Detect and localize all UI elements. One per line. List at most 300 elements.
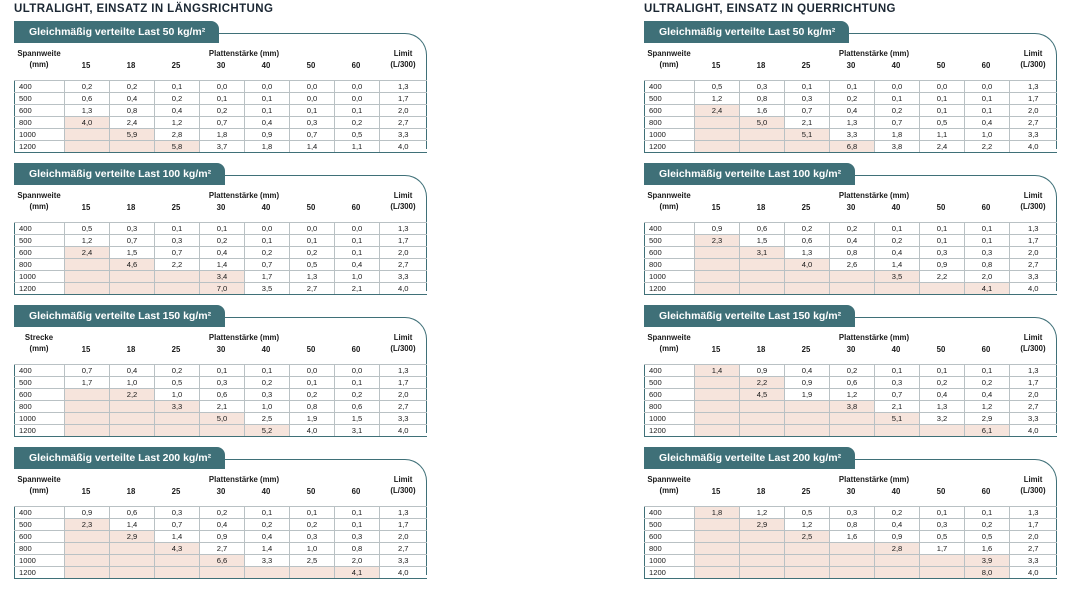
deflection-cell: 6,6 (200, 555, 245, 567)
span-cell: 600 (645, 531, 695, 543)
deflection-cell: 0,1 (335, 507, 380, 519)
table-row (645, 425, 1057, 437)
table-row (645, 93, 1057, 105)
deflection-cell: 1,7 (920, 543, 965, 555)
deflection-cell (695, 247, 740, 259)
deflection-cell: 0,4 (830, 105, 875, 117)
table-row (645, 507, 1057, 519)
deflection-cell: 5,1 (875, 413, 920, 425)
span-cell: 1200 (645, 567, 695, 579)
deflection-cell: 3,4 (200, 271, 245, 283)
table-row (15, 93, 427, 105)
deflection-cell: 0,9 (245, 129, 290, 141)
deflection-cell: 0,1 (335, 377, 380, 389)
limit-unit-label: (L/300) (390, 60, 416, 69)
panel-heading: Gleichmäßig verteilte Last 100 kg/m² (14, 163, 225, 185)
section-title: ULTRALIGHT, EINSATZ IN LÄNGSRICHTUNG (14, 3, 274, 15)
deflection-cell (245, 567, 290, 579)
span-cell: 1200 (645, 283, 695, 295)
deflection-cell: 1,3 (65, 105, 110, 117)
deflection-cell (695, 413, 740, 425)
limit-cell: 4,0 (380, 141, 427, 153)
span-unit-label: (mm) (659, 344, 679, 353)
thickness-header: 40 (891, 61, 901, 70)
deflection-cell: 0,2 (110, 81, 155, 93)
deflection-cell (65, 141, 110, 153)
thickness-header: 18 (756, 203, 766, 212)
table-row (15, 117, 427, 129)
deflection-cell: 0,7 (875, 389, 920, 401)
deflection-cell: 0,3 (290, 531, 335, 543)
span-cell: 500 (15, 93, 65, 105)
table-row (15, 259, 427, 271)
thickness-header: 15 (711, 345, 721, 354)
thickness-header: 18 (756, 61, 766, 70)
deflection-cell: 0,0 (245, 223, 290, 235)
table-row (15, 555, 427, 567)
deflection-cell: 2,4 (920, 141, 965, 153)
thickness-header: 18 (126, 345, 136, 354)
deflection-cell: 0,9 (200, 531, 245, 543)
deflection-cell: 1,2 (785, 519, 830, 531)
thickness-header: 18 (126, 487, 136, 496)
limit-label: Limit (1023, 191, 1043, 200)
deflection-cell: 2,5 (290, 555, 335, 567)
deflection-cell (200, 425, 245, 437)
limit-cell: 4,0 (380, 567, 427, 579)
deflection-cell: 1,4 (245, 543, 290, 555)
thickness-header: 15 (711, 487, 721, 496)
deflection-table (14, 222, 427, 295)
deflection-cell: 0,4 (245, 531, 290, 543)
deflection-cell: 0,5 (335, 129, 380, 141)
limit-cell: 2,7 (1010, 259, 1057, 271)
load-table-panel (14, 21, 426, 149)
span-cell: 600 (645, 247, 695, 259)
limit-cell: 1,3 (1010, 365, 1057, 377)
deflection-cell (65, 567, 110, 579)
deflection-cell: 0,0 (200, 81, 245, 93)
deflection-cell (785, 283, 830, 295)
limit-cell: 4,0 (1010, 141, 1057, 153)
deflection-cell (65, 555, 110, 567)
table-row (645, 81, 1057, 93)
limit-cell: 3,3 (1010, 129, 1057, 141)
panel-heading: Gleichmäßig verteilte Last 150 kg/m² (14, 305, 225, 327)
limit-label: Limit (393, 49, 413, 58)
span-cell: 400 (15, 81, 65, 93)
thickness-header: 18 (126, 203, 136, 212)
deflection-cell: 0,4 (335, 259, 380, 271)
limit-cell: 1,3 (1010, 507, 1057, 519)
deflection-cell: 0,2 (245, 377, 290, 389)
deflection-cell: 0,1 (920, 365, 965, 377)
deflection-cell: 1,8 (875, 129, 920, 141)
deflection-table (644, 80, 1057, 153)
limit-unit-label: (L/300) (390, 344, 416, 353)
deflection-cell (920, 425, 965, 437)
deflection-cell (740, 555, 785, 567)
deflection-cell: 0,3 (155, 235, 200, 247)
thickness-label: Plattenstärke (mm) (838, 49, 910, 58)
deflection-cell: 2,1 (200, 401, 245, 413)
deflection-cell: 0,2 (200, 235, 245, 247)
deflection-cell: 0,7 (65, 365, 110, 377)
deflection-cell (740, 401, 785, 413)
deflection-cell: 0,2 (830, 223, 875, 235)
deflection-cell: 0,8 (110, 105, 155, 117)
table-row (15, 129, 427, 141)
deflection-cell: 0,1 (965, 223, 1010, 235)
thickness-header: 25 (171, 487, 181, 496)
deflection-cell: 2,7 (200, 543, 245, 555)
deflection-cell: 5,1 (785, 129, 830, 141)
deflection-cell (875, 567, 920, 579)
deflection-cell: 1,1 (335, 141, 380, 153)
deflection-cell (110, 555, 155, 567)
thickness-header: 15 (711, 61, 721, 70)
load-table-panel (644, 447, 1056, 575)
deflection-cell (695, 543, 740, 555)
limit-cell: 3,3 (1010, 555, 1057, 567)
thickness-header: 30 (846, 487, 856, 496)
deflection-cell: 2,4 (65, 247, 110, 259)
deflection-cell: 0,1 (290, 507, 335, 519)
thickness-header: 30 (846, 203, 856, 212)
deflection-cell (920, 555, 965, 567)
deflection-cell: 1,6 (740, 105, 785, 117)
table-header (14, 329, 426, 365)
thickness-header: 60 (351, 203, 361, 212)
span-cell: 1000 (645, 413, 695, 425)
deflection-table (14, 80, 427, 153)
thickness-header: 60 (981, 61, 991, 70)
deflection-cell: 0,1 (290, 235, 335, 247)
limit-label: Limit (393, 191, 413, 200)
limit-cell: 2,7 (380, 543, 427, 555)
table-row (15, 235, 427, 247)
deflection-cell (740, 413, 785, 425)
span-cell: 400 (645, 507, 695, 519)
deflection-cell: 0,2 (245, 519, 290, 531)
thickness-label: Plattenstärke (mm) (838, 333, 910, 342)
deflection-cell: 2,3 (695, 235, 740, 247)
deflection-cell: 4,6 (110, 259, 155, 271)
deflection-cell: 0,0 (290, 81, 335, 93)
span-label: Spannweite (17, 49, 61, 58)
limit-cell: 4,0 (1010, 567, 1057, 579)
table-row (645, 555, 1057, 567)
deflection-cell: 1,8 (245, 141, 290, 153)
deflection-cell: 0,0 (335, 93, 380, 105)
deflection-cell: 7,0 (200, 283, 245, 295)
deflection-cell: 0,2 (920, 377, 965, 389)
deflection-cell: 0,7 (155, 247, 200, 259)
table-row (15, 283, 427, 295)
thickness-header: 50 (936, 345, 946, 354)
deflection-table (644, 506, 1057, 579)
span-cell: 600 (15, 105, 65, 117)
deflection-cell: 1,8 (200, 129, 245, 141)
thickness-label: Plattenstärke (mm) (208, 49, 280, 58)
thickness-header: 60 (981, 487, 991, 496)
limit-cell: 2,7 (1010, 117, 1057, 129)
deflection-cell: 2,3 (65, 519, 110, 531)
thickness-header: 15 (81, 487, 91, 496)
deflection-cell (65, 401, 110, 413)
deflection-cell: 0,8 (965, 259, 1010, 271)
span-cell: 600 (15, 247, 65, 259)
deflection-cell (695, 555, 740, 567)
deflection-cell: 0,5 (155, 377, 200, 389)
thickness-header: 40 (261, 487, 271, 496)
deflection-cell: 0,7 (155, 519, 200, 531)
deflection-cell: 0,1 (920, 223, 965, 235)
deflection-cell: 0,5 (965, 531, 1010, 543)
column-querrichtung (644, 0, 1056, 589)
deflection-cell: 0,2 (335, 117, 380, 129)
limit-cell: 3,3 (1010, 413, 1057, 425)
table-row (645, 543, 1057, 555)
limit-cell: 2,7 (1010, 543, 1057, 555)
deflection-cell (695, 425, 740, 437)
deflection-cell (155, 425, 200, 437)
deflection-cell (695, 389, 740, 401)
span-cell: 1200 (15, 283, 65, 295)
deflection-cell: 0,1 (290, 377, 335, 389)
deflection-cell: 4,1 (335, 567, 380, 579)
deflection-cell: 1,8 (695, 507, 740, 519)
thickness-header: 18 (756, 487, 766, 496)
span-label: Spannweite (647, 49, 691, 58)
table-row (15, 271, 427, 283)
deflection-cell: 0,5 (65, 223, 110, 235)
thickness-header: 25 (171, 203, 181, 212)
deflection-cell: 1,5 (110, 247, 155, 259)
table-row (645, 117, 1057, 129)
thickness-label: Plattenstärke (mm) (838, 191, 910, 200)
deflection-cell (110, 271, 155, 283)
deflection-cell: 2,9 (110, 531, 155, 543)
thickness-header: 50 (936, 203, 946, 212)
deflection-cell (740, 271, 785, 283)
deflection-cell: 3,1 (335, 425, 380, 437)
deflection-cell: 0,0 (335, 223, 380, 235)
deflection-cell: 3,5 (875, 271, 920, 283)
deflection-cell (740, 543, 785, 555)
deflection-cell: 0,3 (290, 117, 335, 129)
deflection-cell (155, 413, 200, 425)
deflection-cell: 0,9 (920, 259, 965, 271)
table-row (15, 81, 427, 93)
deflection-cell: 1,7 (245, 271, 290, 283)
deflection-cell: 2,8 (155, 129, 200, 141)
span-cell: 1000 (15, 129, 65, 141)
deflection-cell: 0,1 (875, 223, 920, 235)
deflection-cell (695, 519, 740, 531)
span-cell: 1200 (645, 425, 695, 437)
limit-cell: 1,7 (1010, 519, 1057, 531)
deflection-cell: 0,1 (245, 507, 290, 519)
deflection-cell: 0,3 (785, 93, 830, 105)
deflection-cell (740, 129, 785, 141)
load-table-panel (14, 163, 426, 291)
deflection-cell: 0,1 (245, 105, 290, 117)
panel-heading: Gleichmäßig verteilte Last 100 kg/m² (644, 163, 855, 185)
deflection-cell: 0,1 (920, 105, 965, 117)
deflection-cell (695, 567, 740, 579)
deflection-cell: 6,8 (830, 141, 875, 153)
deflection-cell: 1,5 (335, 413, 380, 425)
thickness-header: 40 (261, 61, 271, 70)
table-row (15, 141, 427, 153)
span-label: Spannweite (17, 191, 61, 200)
deflection-cell: 0,2 (155, 93, 200, 105)
deflection-cell (920, 283, 965, 295)
limit-cell: 2,7 (380, 401, 427, 413)
deflection-cell: 0,7 (875, 117, 920, 129)
deflection-cell: 0,4 (155, 105, 200, 117)
deflection-cell: 0,3 (875, 377, 920, 389)
deflection-cell: 0,4 (830, 235, 875, 247)
deflection-cell: 0,4 (875, 519, 920, 531)
span-cell: 500 (15, 519, 65, 531)
limit-unit-label: (L/300) (390, 486, 416, 495)
deflection-cell: 0,3 (335, 531, 380, 543)
span-cell: 500 (15, 377, 65, 389)
table-header (644, 45, 1056, 81)
deflection-cell: 0,9 (740, 365, 785, 377)
deflection-cell: 3,7 (200, 141, 245, 153)
deflection-cell: 1,0 (290, 543, 335, 555)
deflection-cell (110, 283, 155, 295)
deflection-cell: 3,3 (155, 401, 200, 413)
deflection-cell: 0,3 (245, 389, 290, 401)
load-table-panel (14, 305, 426, 433)
column-laengsrichtung (14, 0, 426, 589)
span-cell: 800 (645, 543, 695, 555)
deflection-cell: 0,8 (830, 519, 875, 531)
table-row (15, 413, 427, 425)
limit-label: Limit (1023, 333, 1043, 342)
deflection-cell: 0,8 (335, 543, 380, 555)
deflection-cell: 5,8 (155, 141, 200, 153)
deflection-cell: 0,2 (875, 235, 920, 247)
deflection-cell: 6,1 (965, 425, 1010, 437)
span-cell: 600 (645, 389, 695, 401)
thickness-header: 25 (801, 487, 811, 496)
deflection-cell (830, 271, 875, 283)
limit-cell: 2,0 (1010, 247, 1057, 259)
limit-cell: 2,0 (1010, 389, 1057, 401)
deflection-cell: 8,0 (965, 567, 1010, 579)
deflection-cell: 1,7 (65, 377, 110, 389)
limit-cell: 4,0 (1010, 283, 1057, 295)
thickness-label: Plattenstärke (mm) (208, 333, 280, 342)
deflection-cell: 3,8 (830, 401, 875, 413)
deflection-cell: 0,3 (920, 519, 965, 531)
deflection-cell: 0,2 (65, 81, 110, 93)
span-cell: 600 (15, 531, 65, 543)
deflection-cell: 0,1 (200, 223, 245, 235)
deflection-cell: 0,1 (335, 235, 380, 247)
deflection-cell: 0,6 (335, 401, 380, 413)
deflection-cell: 5,9 (110, 129, 155, 141)
deflection-cell (65, 413, 110, 425)
load-table-panel (14, 447, 426, 575)
thickness-header: 30 (216, 61, 226, 70)
limit-cell: 1,7 (1010, 377, 1057, 389)
deflection-cell (785, 567, 830, 579)
span-cell: 1200 (15, 141, 65, 153)
deflection-cell: 0,4 (110, 365, 155, 377)
limit-cell: 3,3 (380, 271, 427, 283)
deflection-cell: 0,1 (290, 105, 335, 117)
table-row (645, 519, 1057, 531)
span-cell: 500 (645, 93, 695, 105)
table-header (14, 471, 426, 507)
limit-cell: 1,7 (380, 235, 427, 247)
span-cell: 600 (645, 105, 695, 117)
span-cell: 800 (645, 401, 695, 413)
deflection-cell (155, 567, 200, 579)
deflection-cell (740, 531, 785, 543)
deflection-cell: 0,2 (965, 377, 1010, 389)
table-header (644, 329, 1056, 365)
deflection-cell: 0,5 (785, 507, 830, 519)
deflection-cell: 3,2 (920, 413, 965, 425)
deflection-cell: 1,0 (110, 377, 155, 389)
deflection-cell: 0,4 (785, 365, 830, 377)
deflection-cell (695, 377, 740, 389)
limit-cell: 1,3 (1010, 81, 1057, 93)
table-row (645, 283, 1057, 295)
deflection-cell (65, 389, 110, 401)
span-cell: 1000 (645, 271, 695, 283)
deflection-cell: 0,2 (830, 93, 875, 105)
thickness-header: 60 (981, 345, 991, 354)
table-header (14, 45, 426, 81)
span-cell: 1200 (15, 425, 65, 437)
deflection-cell: 0,9 (695, 223, 740, 235)
load-table-panel (644, 305, 1056, 433)
table-row (645, 141, 1057, 153)
deflection-cell: 1,4 (155, 531, 200, 543)
deflection-cell: 0,5 (695, 81, 740, 93)
thickness-header: 15 (711, 203, 721, 212)
deflection-cell: 0,4 (245, 117, 290, 129)
deflection-cell: 0,7 (200, 117, 245, 129)
span-unit-label: (mm) (659, 60, 679, 69)
deflection-cell (110, 141, 155, 153)
deflection-cell (740, 567, 785, 579)
deflection-cell: 0,1 (155, 81, 200, 93)
deflection-table (644, 364, 1057, 437)
deflection-cell (695, 259, 740, 271)
deflection-cell: 0,5 (920, 531, 965, 543)
table-row (15, 247, 427, 259)
deflection-cell: 2,2 (110, 389, 155, 401)
thickness-header: 40 (891, 345, 901, 354)
deflection-cell: 0,4 (200, 519, 245, 531)
deflection-cell: 1,3 (830, 117, 875, 129)
deflection-table (14, 506, 427, 579)
load-table-panel (644, 163, 1056, 291)
deflection-cell: 0,0 (965, 81, 1010, 93)
limit-cell: 1,3 (380, 365, 427, 377)
deflection-cell: 0,2 (875, 507, 920, 519)
deflection-cell: 1,4 (110, 519, 155, 531)
